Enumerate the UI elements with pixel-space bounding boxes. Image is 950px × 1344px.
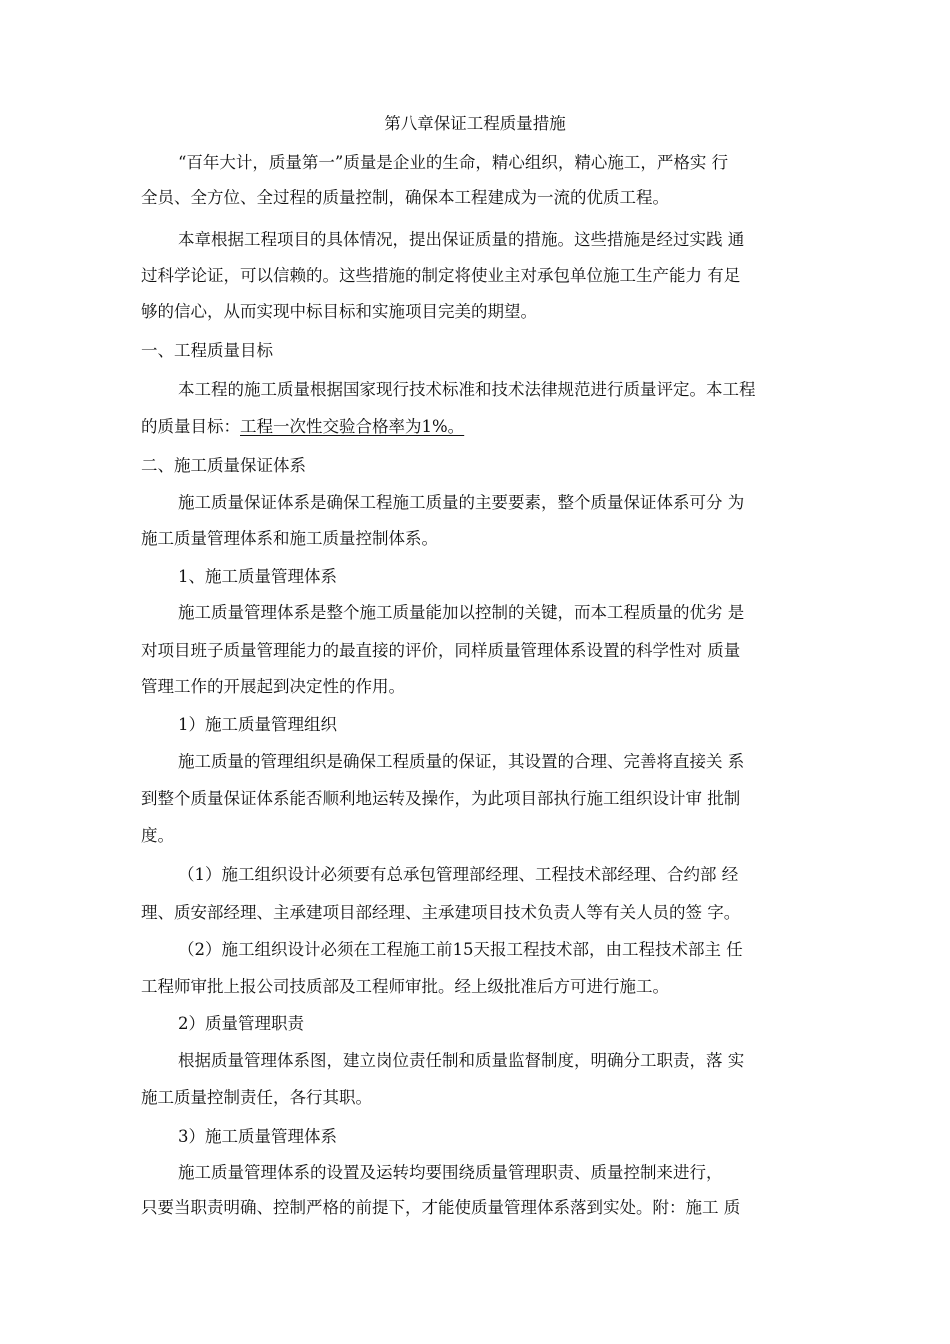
text-line-27: 施工质量控制责任，各行其职。: [141, 1088, 372, 1107]
text-line-21: （1）施工组织设计必须要有总承包管理部经理、工程技术部经理、合约部 经: [178, 865, 739, 884]
text-line-11: 施工质量保证体系是确保工程施工质量的主要要素，整个质量保证体系可分 为: [178, 493, 745, 512]
item-heading-1: 1）施工质量管理组织: [178, 715, 337, 734]
item-heading-2: 2）质量管理职责: [178, 1014, 304, 1033]
text-line-20: 度。: [141, 826, 174, 845]
section-heading-1: 一、工程质量目标: [141, 341, 273, 360]
text-line-7: 本工程的施工质量根据国家现行技术标准和技术法律规范进行质量评定。本工程: [178, 380, 756, 399]
item-heading-3: 3）施工质量管理体系: [178, 1127, 337, 1146]
text-line-4: 过科学论证，可以信赖的。这些措施的制定将使业主对承包单位施工生产能力 有足: [141, 266, 741, 285]
text-line-8: [141, 416, 464, 438]
text-line-3: 本章根据工程项目的具体情况，提出保证质量的措施。这些措施是经过实践 通: [178, 230, 745, 249]
text-line-23: （2）施工组织设计必须在工程施工前15天报工程技术部，由工程技术部主 任: [178, 940, 743, 959]
text-line-19: 到整个质量保证体系能否顺利地运转及操作，为此项目部执行施工组织设计审 批制: [141, 789, 741, 808]
subsection-heading-1: 1、施工质量管理体系: [178, 567, 337, 586]
text-line-14: 施工质量管理体系是整个施工质量能加以控制的关键，而本工程质量的优劣 是: [178, 603, 745, 622]
quality-target-label: 的质量目标：: [141, 417, 240, 436]
text-line-30: 只要当职责明确、控制严格的前提下，才能使质量管理体系落到实处。附：施工 质: [141, 1198, 741, 1217]
text-line-22: 理、质安部经理、主承建项目部经理、主承建项目技术负责人等有关人员的签 字。: [141, 903, 741, 922]
text-line-12: 施工质量管理体系和施工质量控制体系。: [141, 529, 438, 548]
text-line-2: 全员、全方位、全过程的质量控制，确保本工程建成为一流的优质工程。: [141, 188, 669, 207]
text-line-16: 管理工作的开展起到决定性的作用。: [141, 677, 405, 696]
text-line-24: 工程师审批上报公司技质部及工程师审批。经上级批准后方可进行施工。: [141, 977, 669, 996]
quality-target-value: 工程一次性交验合格率为1%。: [240, 417, 465, 436]
text-line-29: 施工质量管理体系的设置及运转均要围绕质量管理职责、质量控制来进行，: [178, 1163, 723, 1182]
text-line-26: 根据质量管理体系图，建立岗位责任制和质量监督制度，明确分工职责，落 实: [178, 1051, 745, 1070]
text-line-15: 对项目班子质量管理能力的最直接的评价，同样质量管理体系设置的科学性对 质量: [141, 641, 741, 660]
text-line-1: “百年大计，质量第一”质量是企业的生命，精心组织，精心施工，严格实 行: [178, 153, 729, 172]
page-title: 第八章保证工程质量措施: [384, 114, 566, 133]
text-line-5: 够的信心，从而实现中标目标和实施项目完美的期望。: [141, 302, 537, 321]
text-line-18: 施工质量的管理组织是确保工程质量的保证，其设置的合理、完善将直接关 系: [178, 752, 745, 771]
section-heading-2: 二、施工质量保证体系: [141, 456, 306, 475]
